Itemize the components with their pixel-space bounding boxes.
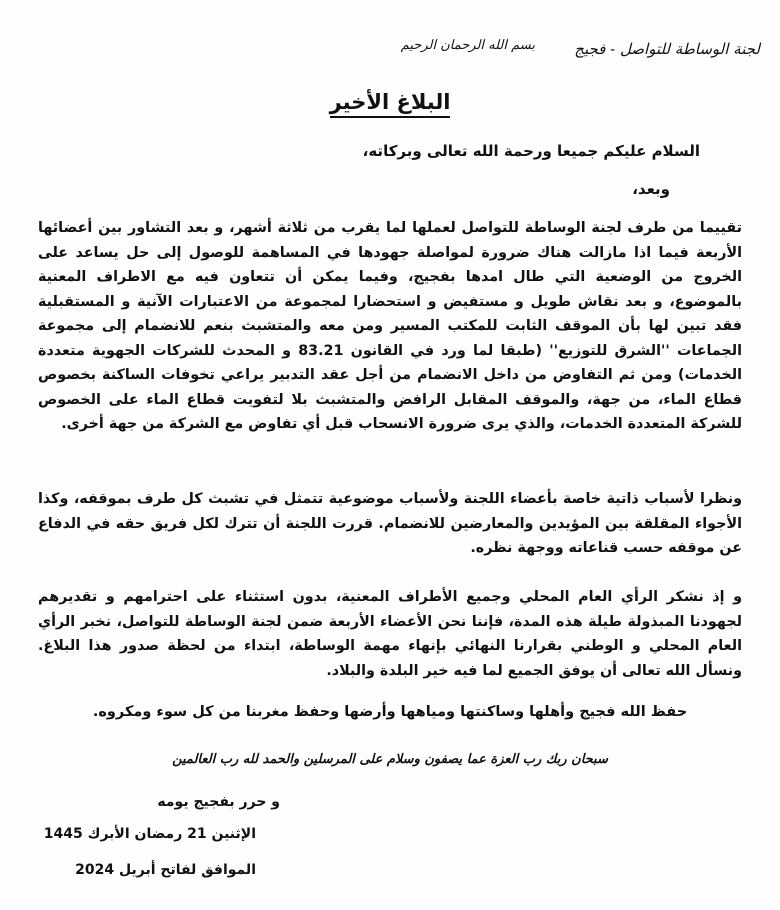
opening: وبعد، [632, 180, 670, 198]
signature-hijri-date: الإثنين 21 رمضان الأبرك 1445 [43, 826, 256, 842]
prayer: حفظ الله فجيج وأهلها وساكنتها ومياهها وأرضها وحفظ مغربنا من كل سوء ومكروه. [92, 704, 688, 720]
committee-header: لجنة الوساطة للتواصل - فجيج [574, 40, 760, 58]
closing-verse: سبحان ربك رب العزة عما يصفون وسلام على المرسلين والحمد لله رب العالمين [172, 752, 608, 767]
paragraph-3: و إذ نشكر الرأي العام المحلي وجميع الأطراف المعنية، بدون استثناء على احترامهم و تقديرهم لجهودنا المبذولة طيلة هذه المدة، فإننا نحن الأعضاء الأربعة ضمن لجنة الوساطة للتواصل، نخبر الرأي العام المحلي و الوطني بقرارنا النهائي بإنهاء مهمة الوساطة، ابتداء من لحظة صدور هذا البلاغ. ونسأل الله تعالى أن يوفق الجميع لما فيه خير البلدة والبلاد. [38, 589, 742, 679]
signature-gregorian-date: الموافق لفاتح أبريل 2024 [75, 862, 256, 878]
greeting: السلام عليكم جميعا ورحمة الله تعالى وبركاته، [362, 142, 700, 160]
paragraph-1: تقييما من طرف لجنة الوساطة للتواصل لعملها لما يقرب من ثلاثة أشهر، و بعد التشاور بين أعضائها الأربعة فيما اذا مازالت هناك ضرورة لمواصلة جهودها في المساهمة للوصول إلى حل يساعد على الخروج من الوضعية التي طال امدها بفجيج، وفيما يمكن أن تتعاون فيه مع الاطراف المعنية بالموضوع، و بعد نقاش طويل و مستفيض و استحضارا لمجموعة من الاعتبارات الآنية و المستقبلية فقد تبين لها بأن الموقف الثابت للمكتب المسير ومن معه والمتشبث بنعم للانضمام إلى مجموعة الجماعات ''الشرق للتوزيع'' (طبقا لما ورد في القانون 83.21 و المحدث للشركات الجهوية متعددة الخدمات) ومن ثم التفاوض من داخل الانضمام من أجل عقد التدبير يراعي تخوفات الساكنة بخصوص قطاع الماء، من جهة، والموقف المقابل الرافض والمتشبث بلا لتفويت قطاع الماء على الخصوص للشركة المتعددة الخدمات، والذي يرى ضرورة الانسحاب قبل أي تفاوض مع الشركة من جهة أخرى. [38, 220, 742, 432]
paragraph-2: ونظرا لأسباب ذاتية خاصة بأعضاء اللجنة ولأسباب موضوعية تتمثل في تشبث كل طرف بموقفه، وكذا الأجواء المقلقة بين المؤيدين والمعارضين للانضمام. قررت اللجنة أن تترك لكل فريق حقه في الدفاع عن موقفه حسب قناعاته ووجهة نظره. [38, 491, 742, 556]
document-title [0, 90, 780, 114]
basmala: بسم الله الرحمان الرحيم [400, 38, 535, 53]
signature-place: و حرر بفجيج يومه [157, 794, 280, 810]
title-text: البلاغ الأخير [330, 90, 451, 118]
